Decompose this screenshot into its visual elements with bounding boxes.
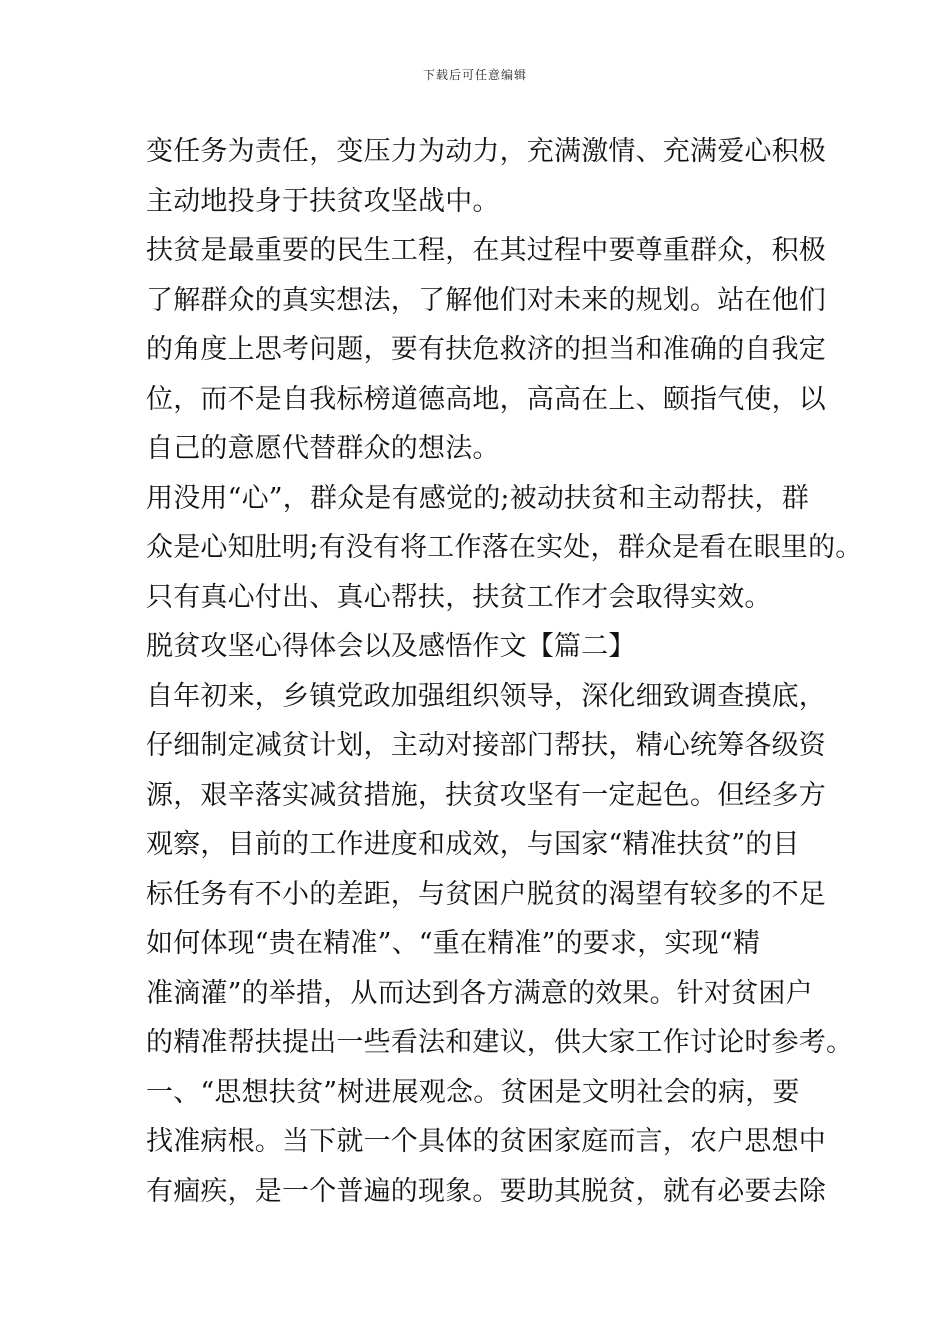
text-line: 的精准帮扶提出一些看法和建议，供大家工作讨论时参考。 <box>146 1027 854 1058</box>
text-line: 自己的意愿代替群众的想法。 <box>146 433 500 464</box>
text-line: 准滴灌”的举措，从而达到各方满意的效果。针对贫困户 <box>146 977 813 1009</box>
text-line: 众是心知肚明;有没有将工作落在实处，群众是看在眼里的。 <box>146 532 863 563</box>
page-header-note: 下载后可任意编辑 <box>422 68 527 82</box>
text-line: 用没用“心”，群众是有感觉的;被动扶贫和主动帮扶，群 <box>146 482 809 514</box>
text-line: 主动地投身于扶贫攻坚战中。 <box>146 185 500 217</box>
text-line: 只有真心付出、真心帮扶，扶贫工作才会取得实效。 <box>146 581 772 613</box>
text-line: 标任务有不小的差距，与贫困户脱贫的渴望有较多的不足 <box>146 878 826 910</box>
text-line: 扶贫是最重要的民生工程，在其过程中要尊重群众，积极 <box>146 235 826 266</box>
text-line: 找准病根。当下就一个具体的贫困家庭而言，农户思想中 <box>146 1126 826 1157</box>
text-line: 一、“思想扶贫”树进展观念。贫困是文明社会的病，要 <box>146 1076 800 1108</box>
text-line: 自年初来，乡镇党政加强组织领导，深化细致调查摸底， <box>146 680 826 712</box>
text-line: 变任务为责任，变压力为动力，充满激情、充满爱心积极 <box>146 136 826 167</box>
text-line: 源，艰辛落实减贫措施，扶贫攻坚有一定起色。但经多方 <box>146 779 826 811</box>
text-line: 有痼疾，是一个普遍的现象。要助其脱贫，就有必要去除 <box>146 1175 826 1207</box>
text-line: 位，而不是自我标榜道德高地，高高在上、颐指气使，以 <box>146 383 826 415</box>
document-body <box>146 127 863 1216</box>
text-line: 观察，目前的工作进度和成效，与国家“精准扶贫”的目 <box>146 829 800 860</box>
text-line: 如何体现“贵在精准”、“重在精准”的要求，实现“精 <box>146 928 761 959</box>
text-line: 了解群众的真实想法，了解他们对未来的规划。站在他们 <box>146 284 826 316</box>
text-line: 仔细制定减贫计划，主动对接部门帮扶，精心统筹各级资 <box>146 730 826 761</box>
text-line: 的角度上思考问题，要有扶危救济的担当和准确的自我定 <box>146 334 826 365</box>
section-heading: 脱贫攻坚心得体会以及感悟作文【篇二】 <box>146 631 636 662</box>
